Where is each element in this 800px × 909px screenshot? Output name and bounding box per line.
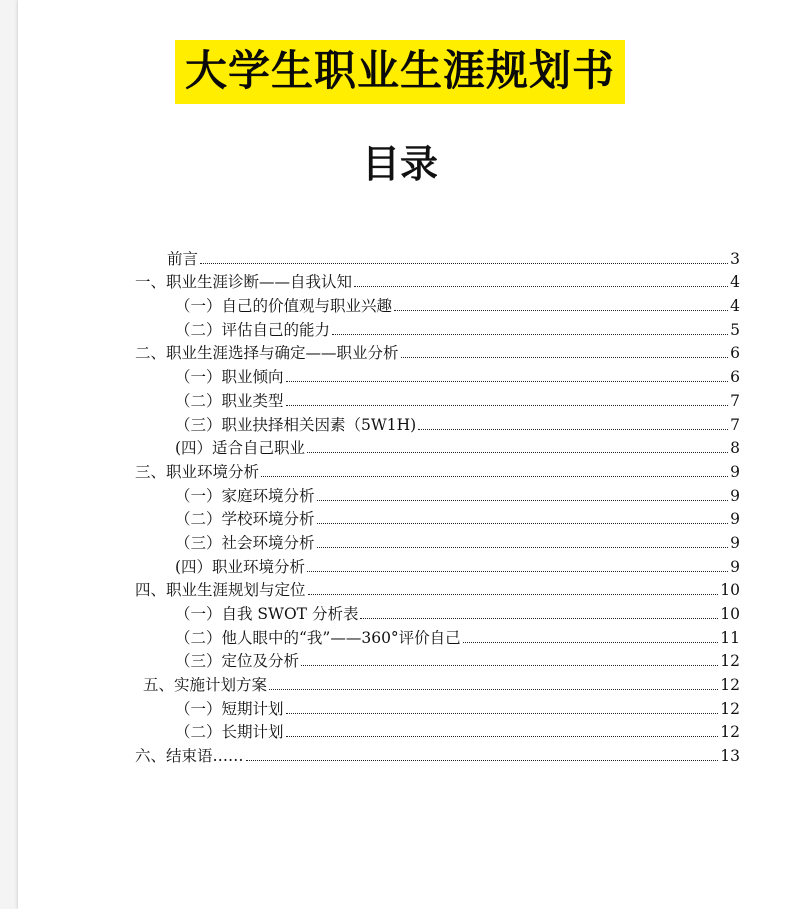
- toc-entry-label: 三、职业环境分析: [135, 462, 260, 481]
- toc-entry-label: （二）他人眼中的“我”——360°评价自己: [175, 628, 461, 647]
- toc-entry-label: （一）职业倾向: [175, 368, 284, 387]
- toc-entry: [135, 671, 740, 695]
- toc-entry: [135, 553, 740, 577]
- toc-entry: [135, 387, 740, 411]
- toc-dot-leader: [269, 689, 718, 690]
- toc-entry: [135, 245, 740, 269]
- toc-entry-page: 6: [730, 344, 740, 363]
- toc-entry: [135, 292, 740, 316]
- toc-entry-label: 六、结束语……: [135, 747, 244, 766]
- toc-entry-page: 13: [720, 747, 740, 766]
- toc-dot-leader: [286, 405, 728, 406]
- toc-entry-label: 二、职业生涯选择与确定——职业分析: [135, 344, 399, 363]
- toc-entry-page: 4: [730, 273, 740, 292]
- toc-entry-page: 9: [730, 486, 740, 505]
- toc-dot-leader: [286, 736, 719, 737]
- toc-entry-page: 6: [730, 368, 740, 387]
- toc-dot-leader: [286, 381, 728, 382]
- toc-entry-label: (四）职业环境分析: [175, 557, 306, 576]
- toc-heading: 目录: [361, 142, 438, 186]
- toc-entry: [135, 316, 740, 340]
- toc-dot-leader: [317, 547, 728, 548]
- toc-entry-label: （三）职业抉择相关因素（5W1H): [175, 415, 417, 434]
- toc-entry-label: （一）自我 SWOT 分析表: [175, 605, 359, 623]
- toc-entry: [135, 719, 740, 743]
- toc-dot-leader: [301, 665, 718, 666]
- toc-entry: [135, 411, 740, 435]
- title-container: [0, 40, 800, 104]
- toc-entry: [135, 458, 740, 482]
- toc-dot-leader: [317, 523, 728, 524]
- toc-entry-page: 12: [720, 676, 740, 695]
- toc-entry-label: （二）职业类型: [175, 391, 284, 410]
- toc-dot-leader: [401, 357, 728, 358]
- toc-entry: [135, 363, 740, 387]
- toc-entry-label: （二）评估自己的能力: [175, 320, 331, 339]
- toc-entry-page: 5: [730, 320, 740, 339]
- toc-entry-label: （二）学校环境分析: [175, 510, 315, 529]
- table-of-contents: [135, 245, 740, 766]
- toc-entry-label: （一）自己的价值观与职业兴趣: [175, 297, 393, 316]
- toc-entry-label: （一）短期计划: [175, 699, 284, 718]
- toc-entry-page: 12: [720, 699, 740, 718]
- document-title: 大学生职业生涯规划书: [175, 40, 625, 104]
- toc-entry-page: 10: [720, 605, 740, 623]
- toc-entry-label: 前言: [167, 249, 199, 268]
- toc-dot-leader: [394, 310, 728, 311]
- toc-dot-leader: [246, 760, 719, 761]
- toc-entry-page: 8: [730, 439, 740, 458]
- toc-dot-leader: [308, 594, 719, 595]
- toc-entry-label: 五、实施计划方案: [143, 676, 268, 695]
- toc-entry-label: (四）适合自己职业: [175, 439, 306, 458]
- toc-dot-leader: [418, 429, 728, 430]
- toc-entry-label: （三）定位及分析: [175, 652, 300, 671]
- toc-entry: [135, 269, 740, 293]
- toc-entry: [135, 648, 740, 672]
- toc-entry-page: 4: [730, 297, 740, 316]
- toc-entry-label: （三）社会环境分析: [175, 533, 315, 552]
- toc-entry: [135, 577, 740, 601]
- toc-entry: [135, 742, 740, 766]
- toc-entry: [135, 506, 740, 530]
- toc-entry-label: （二）长期计划: [175, 723, 284, 742]
- toc-entry: [135, 435, 740, 459]
- toc-dot-leader: [307, 571, 728, 572]
- toc-dot-leader: [317, 500, 728, 501]
- toc-entry-page: 7: [730, 415, 740, 434]
- toc-entry-page: 10: [720, 581, 740, 600]
- toc-dot-leader: [307, 452, 728, 453]
- toc-entry-label: 一、职业生涯诊断——自我认知: [135, 273, 353, 292]
- toc-dot-leader: [463, 642, 719, 643]
- toc-dot-leader: [354, 286, 728, 287]
- toc-dot-leader: [332, 334, 728, 335]
- toc-entry: [135, 340, 740, 364]
- toc-entry-page: 9: [730, 557, 740, 576]
- toc-entry-page: 12: [720, 723, 740, 742]
- toc-entry: [135, 482, 740, 506]
- toc-entry-page: 9: [730, 462, 740, 481]
- toc-entry-label: 四、职业生涯规划与定位: [135, 581, 306, 600]
- toc-dot-leader: [200, 263, 728, 264]
- toc-entry: [135, 624, 740, 648]
- toc-entry-page: 11: [720, 628, 740, 647]
- toc-entry-page: 3: [730, 249, 740, 268]
- toc-dot-leader: [360, 618, 718, 619]
- toc-entry: [135, 600, 740, 624]
- toc-entry: [135, 529, 740, 553]
- toc-entry-page: 9: [730, 510, 740, 529]
- toc-entry-page: 9: [730, 533, 740, 552]
- toc-entry-page: 12: [720, 652, 740, 671]
- toc-dot-leader: [261, 476, 728, 477]
- toc-entry-label: （一）家庭环境分析: [175, 486, 315, 505]
- toc-dot-leader: [286, 713, 719, 714]
- toc-entry: [135, 695, 740, 719]
- toc-entry-page: 7: [730, 391, 740, 410]
